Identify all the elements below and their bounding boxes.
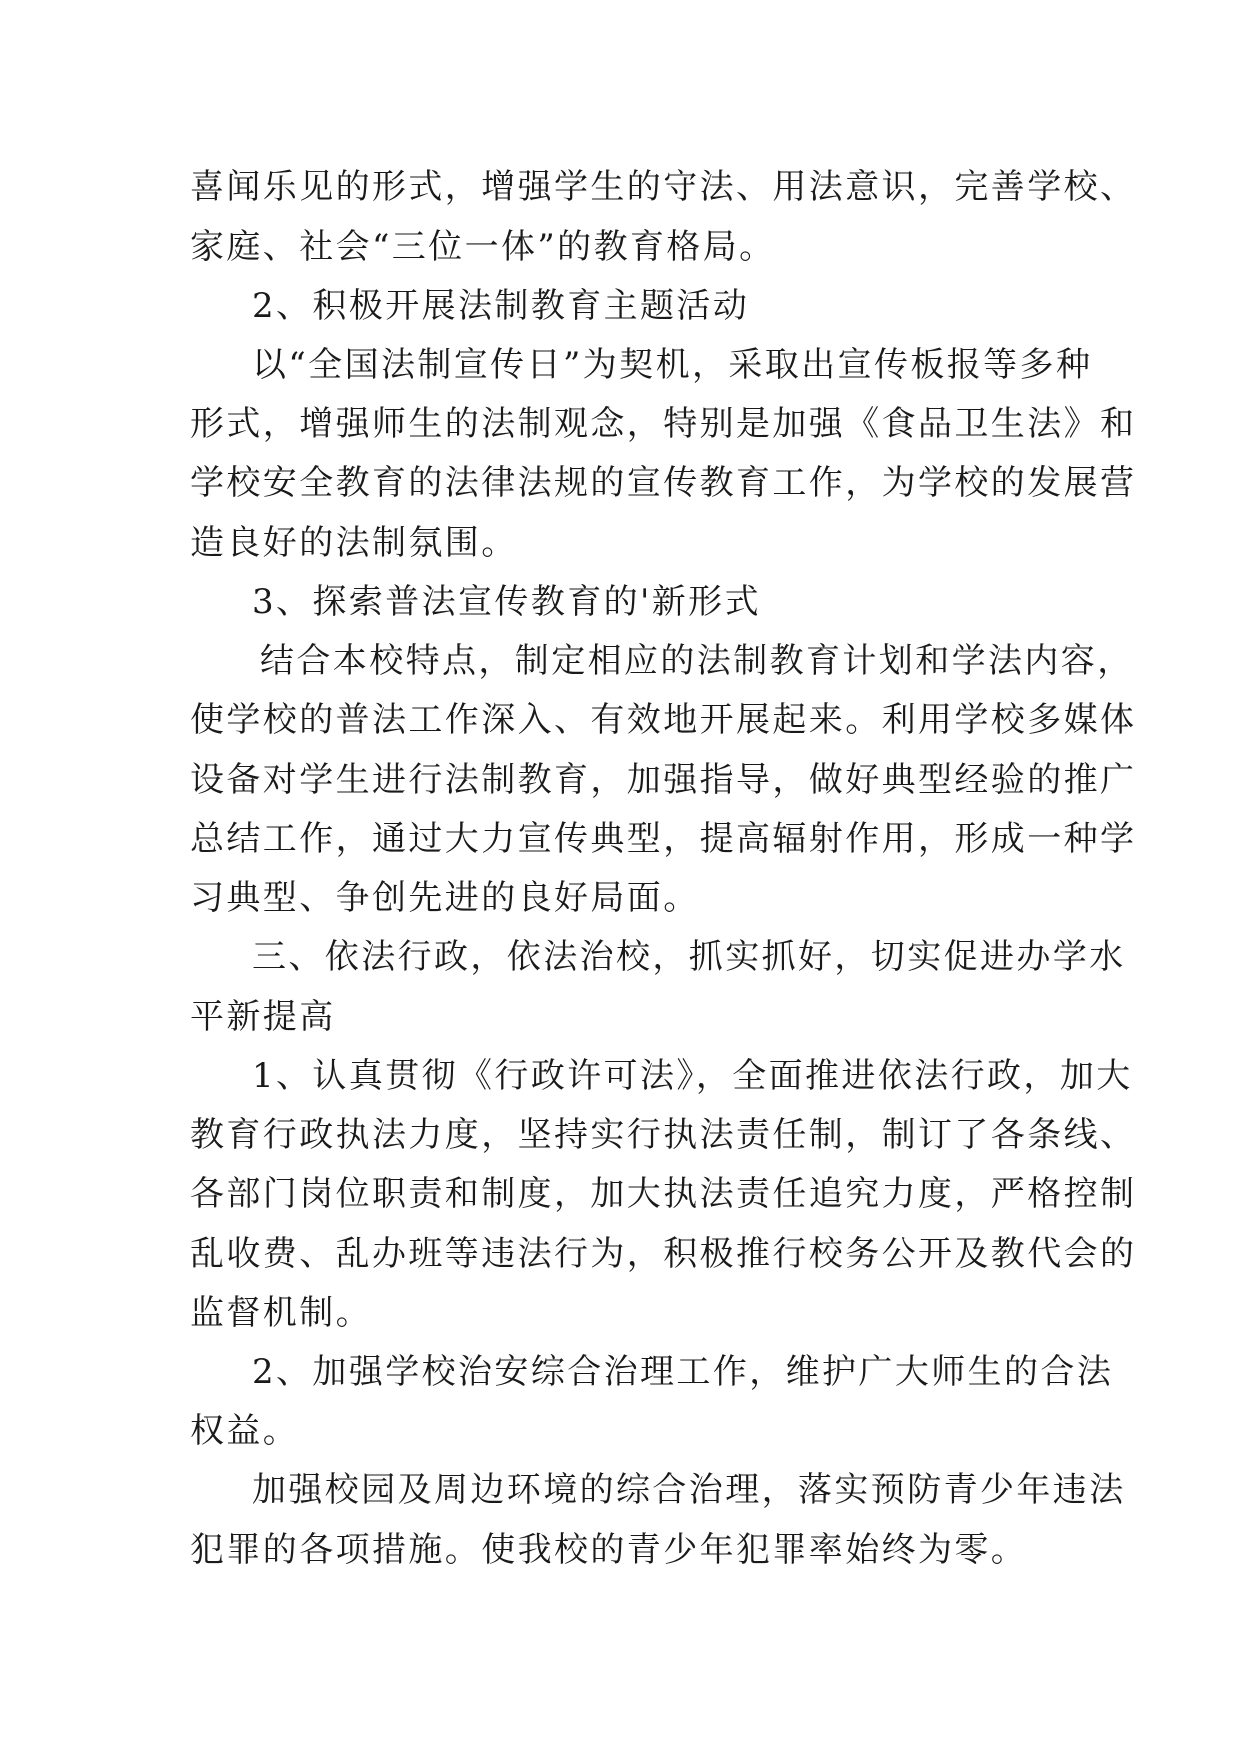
text-line: 权益。 — [190, 1411, 300, 1451]
text-line: 设备对学生进行法制教育，加强指导，做好典型经验的推广 — [190, 760, 1137, 800]
text-line: 乱收费、乱办班等违法行为，积极推行校务公开及教代会的 — [190, 1234, 1137, 1274]
text-line: 习典型、争创先进的良好局面。 — [190, 878, 700, 918]
text-line: 造良好的法制氛围。 — [190, 523, 518, 563]
text-line: 家庭、社会“三位一体”的教育格局。 — [190, 227, 776, 267]
text-line: 结合本校特点，制定相应的法制教育计划和学法内容， — [260, 641, 1134, 681]
text-line: 使学校的普法工作深入、有效地开展起来。利用学校多媒体 — [190, 700, 1137, 740]
section-heading: 平新提高 — [190, 997, 336, 1037]
text-line: 学校安全教育的法律法规的宣传教育工作，为学校的发展营 — [190, 463, 1137, 503]
text-line: 加强校园及周边环境的综合治理，落实预防青少年违法 — [252, 1470, 1126, 1510]
section-heading: 3、探索普法宣传教育的'新形式 — [252, 582, 761, 622]
text-line: 各部门岗位职责和制度，加大执法责任追究力度，严格控制 — [190, 1174, 1137, 1214]
section-heading: 2、积极开展法制教育主题活动 — [252, 286, 750, 326]
text-line: 犯罪的各项措施。使我校的青少年犯罪率始终为零。 — [190, 1530, 1028, 1570]
text-line: 以“全国法制宣传日”为契机，采取出宣传板报等多种 — [252, 345, 1093, 385]
text-line: 1、认真贯彻《行政许可法》，全面推进依法行政，加大 — [252, 1056, 1133, 1096]
section-heading: 三、依法行政，依法治校，抓实抓好，切实促进办学水 — [252, 937, 1126, 977]
text-line: 喜闻乐见的形式，增强学生的守法、用法意识，完善学校、 — [190, 167, 1137, 207]
text-line: 监督机制。 — [190, 1293, 372, 1333]
text-line: 总结工作，通过大力宣传典型，提高辐射作用，形成一种学 — [190, 819, 1137, 859]
text-line: 2、加强学校治安综合治理工作，维护广大师生的合法 — [252, 1352, 1114, 1392]
text-line: 形式，增强师生的法制观念，特别是加强《食品卫生法》和 — [190, 404, 1137, 444]
text-line: 教育行政执法力度，坚持实行执法责任制，制订了各条线、 — [190, 1115, 1137, 1155]
